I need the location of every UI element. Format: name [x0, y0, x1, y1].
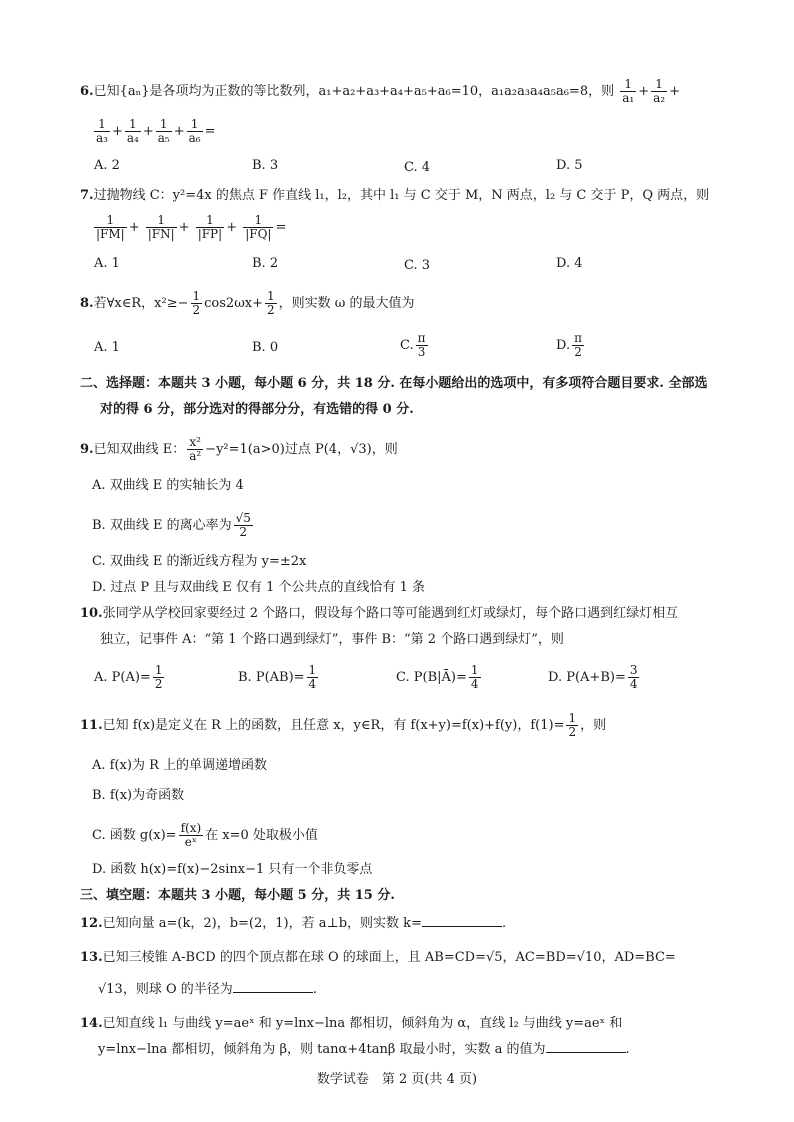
q11-stem-line [80, 712, 606, 739]
q8-stem-c: ，则实数 ω 的最大值为 [278, 296, 415, 311]
q7-option-d: D. 4 [556, 256, 583, 271]
q12-number: 12. [80, 916, 103, 931]
q6-frac-a5: $\frac{1}{\text{a₅}}$ [157, 117, 170, 145]
q6-frac-a6: $\frac{1}{\text{a₆}}$ [188, 117, 201, 145]
q7-stem: 过抛物线 C：y²=4x 的焦点 F 作直线 l₁，l₂，其中 l₁ 与 C 交于 M，N 两点，l₂ 与 C 交于 P，Q 两点，则 [93, 188, 710, 203]
q13-stem-1: 已知三棱锥 A-BCD 的四个顶点都在球 O 的球面上，且 AB=CD=√5，AC=BD=√10，AD=BC= [102, 950, 676, 965]
q11-stem-a: 已知 f(x)是定义在 R 上的函数，且任意 x，y∈R，有 f(x+y)=f(x)+f(y)，f(1)= [102, 718, 565, 733]
q7-option-b: B. 2 [252, 256, 279, 271]
page-footer: 数学试卷 第 2 页(共 4 页) [316, 1072, 478, 1087]
q7-frac-fq: $\frac{1}{|FQ|}$ [245, 213, 272, 241]
q6-frac-a4: $\frac{1}{\text{a₄}}$ [126, 117, 139, 145]
q6-line2: $\frac{1}{\text{a₃}}$ + $\frac{1}{\text{a₄}}$ + $\frac{1}{\text{a₅}}$ + $\frac{1}{\text{a₆}}$ = [96, 117, 216, 145]
q12-answer-blank[interactable] [422, 914, 502, 927]
q6-frac-a2: $\frac{1}{\text{a₂}}$ [653, 77, 666, 105]
q11-stem-b: ，则 [580, 718, 607, 733]
q7-number: 7. [80, 188, 94, 203]
q8-number: 8. [80, 296, 94, 311]
q11-option-c: C. 函数 g(x)= $\frac{f(x)}{\text{eˣ}}$ 在 x=0 处取极小值 [92, 821, 318, 849]
q9-option-a: A. 双曲线 E 的实轴长为 4 [92, 478, 244, 493]
q7-frac-fp: $\frac{1}{|FP|}$ [197, 213, 223, 241]
section2-heading-line1: 二、选择题：本题共 3 小题，每小题 6 分，共 18 分. 在每小题给出的选项中，有多项符合题目要求. 全部选 [80, 376, 708, 391]
q6-option-c: C. 4 [404, 160, 431, 175]
q6-stem: 已知{aₙ}是各项均为正数的等比数列，a₁+a₂+a₃+a₄+a₅+a₆=10，a₁a₂a₃a₄a₅a₆=8，则 [93, 84, 615, 99]
q7-frac-fn: $\frac{1}{|FN|}$ [147, 213, 175, 241]
q8-frac-half-1: $\frac{1}{2}$ [192, 289, 201, 317]
q9-stem-a: 已知双曲线 E： [93, 442, 186, 457]
section3-heading: 三、填空题：本题共 3 小题，每小题 5 分，共 15 分. [80, 888, 395, 903]
q14-stem-2: y=lnx−lna 都相切，倾斜角为 β，则 tanα+4tanβ 取最小时，实数 a 的值为 [98, 1042, 546, 1057]
q8-option-a: A. 1 [94, 340, 120, 355]
q8-stem-line [80, 290, 415, 317]
q9-option-b: B. 双曲线 E 的离心率为 $\frac{√5}{2}$ [92, 511, 251, 539]
q10-line2: 独立，记事件 A：“第 1 个路口遇到绿灯”，事件 B：“第 2 个路口遇到绿灯”，则 [100, 632, 564, 647]
q7-option-a: A. 1 [94, 256, 120, 271]
q6-option-a: A. 2 [94, 158, 120, 173]
q9-number: 9. [80, 442, 94, 457]
q14-line2 [98, 1040, 630, 1060]
q8-option-c: C. $\frac{\pi}{3}$ [400, 331, 426, 359]
q6-option-b: B. 3 [252, 158, 279, 173]
q14-period: . [625, 1042, 630, 1057]
q9-option-d: D. 过点 P 且与双曲线 E 仅有 1 个公共点的直线恰有 1 条 [92, 580, 426, 595]
q7-frac-fm: $\frac{1}{|FM|}$ [96, 213, 125, 241]
q6-number: 6. [80, 84, 94, 99]
q14-answer-blank[interactable] [546, 1040, 626, 1053]
q9-stem-line [80, 436, 398, 463]
q7-option-c: C. 3 [404, 258, 431, 273]
q13-period: . [312, 982, 317, 997]
q12-period: . [501, 916, 507, 931]
q6-frac-a3: $\frac{1}{\text{a₃}}$ [96, 117, 108, 145]
q7-line2: $\frac{1}{|FM|}$ + $\frac{1}{|FN|}$ + $\frac{1}{|FP|}$ + $\frac{1}{|FQ|}$ = [96, 213, 287, 241]
q10-number: 10. [80, 606, 103, 621]
q14-number: 14. [80, 1016, 103, 1031]
q13-answer-blank[interactable] [233, 980, 313, 993]
q8-stem-b: cos2ωx+ [204, 296, 264, 311]
q11-number: 11. [80, 718, 103, 733]
q6-equals: = [204, 124, 216, 139]
q8-frac-half-2: $\frac{1}{2}$ [267, 289, 275, 317]
q11-frac-half: $\frac{1}{2}$ [568, 711, 577, 739]
q9-frac: $\frac{\text{x²}}{\text{a²}}$ [189, 435, 202, 463]
q12-line [80, 914, 506, 934]
q13-line2 [98, 980, 317, 1000]
q11-option-a: A. f(x)为 R 上的单调递增函数 [92, 758, 267, 773]
q11-option-d: D. 函数 h(x)=f(x)−2sinx−1 只有一个非负零点 [92, 862, 373, 877]
q10-option-a: A. P(A)= $\frac{1}{2}$ [94, 663, 163, 691]
q10-stem-1: 张同学从学校回家要经过 2 个路口，假设每个路口等可能遇到红灯或绿灯，每个路口遇到红绿灯相互 [102, 606, 679, 621]
q6-option-d: D. 5 [556, 158, 583, 173]
q11-option-b: B. f(x)为奇函数 [92, 788, 185, 803]
q13-number: 13. [80, 950, 103, 965]
q13-stem-2: √13，则球 O 的半径为 [98, 982, 233, 997]
q8-option-d: D. $\frac{\pi}{2}$ [556, 331, 582, 359]
q9-option-c: C. 双曲线 E 的渐近线方程为 y=±2x [92, 554, 307, 569]
q10-option-d: D. P(A+B)= $\frac{3}{4}$ [548, 663, 638, 691]
q13-line1 [80, 948, 676, 968]
q10-line1 [80, 604, 678, 624]
q7-equals: = [275, 220, 287, 235]
section2-heading-line2: 对的得 6 分，部分选对的得部分分，有选错的得 0 分. [100, 402, 414, 417]
q6-frac-a1: $\frac{1}{\text{a₁}}$ [622, 77, 635, 105]
q7-line1 [80, 186, 709, 206]
q8-option-b: B. 0 [252, 340, 279, 355]
q10-option-c: C. P(B|Ā)= $\frac{1}{4}$ [396, 663, 479, 691]
q8-stem-a: 若∀x∈R，x²≥− [93, 296, 189, 311]
q14-stem-1: 已知直线 l₁ 与曲线 y=aeˣ 和 y=lnx−lna 都相切，倾斜角为 α，直线 l₂ 与曲线 y=aeˣ 和 [102, 1016, 623, 1031]
q9-stem-b: −y²=1(a>0)过点 P(4，√3)，则 [205, 442, 398, 457]
q14-line1 [80, 1014, 622, 1034]
q6-line1: 6.已知{aₙ}是各项均为正数的等比数列，a₁+a₂+a₃+a₄+a₅+a₆=10，a₁a₂a₃a₄a₅a₆=8，则 $\frac{1}{\text{a₁}}$ + $\frac{1}{\text{a₂}}$ + [80, 77, 680, 105]
q12-stem-a: 已知向量 a=(k，2)，b=(2，1)，若 a⊥b，则实数 k= [102, 916, 422, 931]
q10-option-b: B. P(AB)= $\frac{1}{4}$ [238, 663, 317, 691]
